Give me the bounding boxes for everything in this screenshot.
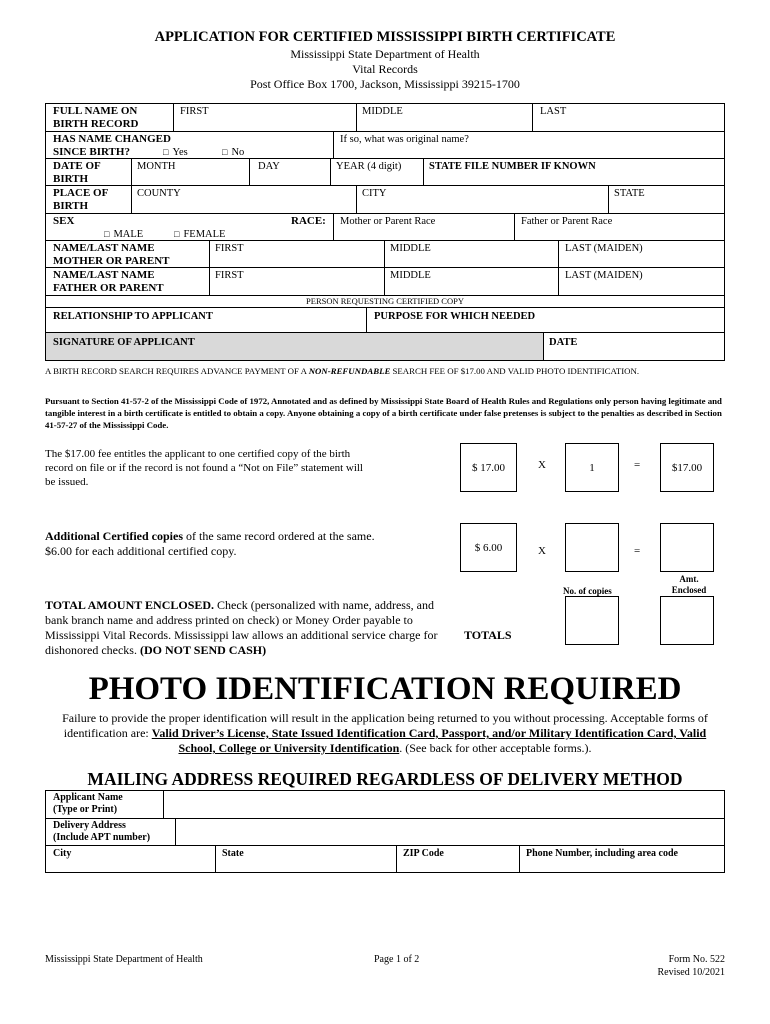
legal-notice: Pursuant to Section 41-57-2 of the Mississippi Code of 1972, Annotated and as defined by Mississippi State Board of Health Rules and Regulations only person having legitimate and tangible interest in a birth certificate is entitled to obtain a copy. Anyone obtaining a copy of a birth certificate under false pretenses is subject to the penalties as described in Section 41-57-27 of the Mississippi Code.	[45, 396, 722, 430]
fee-notice: A BIRTH RECORD SEARCH REQUIRES ADVANCE PAYMENT OF A NON-REFUNDABLE SEARCH FEE OF $17.00 AND VALID PHOTO IDENTIFICATION.	[45, 366, 640, 376]
birth-state-field[interactable]: STATE	[614, 188, 645, 199]
amt-enclosed-label: Amt. Enclosed	[671, 574, 707, 595]
additional-copies-amount-input[interactable]	[660, 523, 714, 572]
photo-id-heading: PHOTO IDENTIFICATION REQUIRED	[88, 671, 682, 707]
division-name: Vital Records	[352, 62, 418, 76]
mailing-address: Post Office Box 1700, Jackson, Mississippi 39215-1700	[250, 77, 520, 91]
state-file-number-field[interactable]: STATE FILE NUMBER IF KNOWN	[429, 161, 596, 172]
total-amount-input[interactable]	[660, 596, 714, 645]
multiply-sign: X	[538, 459, 546, 471]
additional-copies-quantity-input[interactable]	[565, 523, 619, 572]
delivery-address-input[interactable]	[177, 819, 723, 844]
father-name-label: NAME/LAST NAME FATHER OR PARENT	[53, 269, 164, 294]
footer-page-number: Page 1 of 2	[374, 954, 420, 965]
signature-field[interactable]: SIGNATURE OF APPLICANT	[53, 337, 195, 348]
mailing-zip-field[interactable]: ZIP Code	[403, 848, 444, 859]
date-field[interactable]: DATE	[549, 337, 578, 348]
mother-middle-name-field[interactable]: MIDDLE	[390, 243, 431, 254]
requester-heading: PERSON REQUESTING CERTIFIED COPY	[306, 296, 464, 306]
mother-last-name-field[interactable]: LAST (MAIDEN)	[565, 243, 643, 254]
birth-county-field[interactable]: COUNTY	[137, 188, 181, 199]
father-race-field[interactable]: Father or Parent Race	[521, 216, 613, 227]
first-copy-total: $17.00	[660, 443, 714, 492]
no-of-copies-label: No. of copies	[563, 586, 612, 596]
birth-month-field[interactable]: MONTH	[137, 161, 176, 172]
form-title: APPLICATION FOR CERTIFIED MISSISSIPPI BIRTH CERTIFICATE	[154, 29, 616, 45]
race-label: RACE:	[291, 215, 326, 227]
equals-sign: =	[634, 459, 641, 471]
multiply-sign-2: X	[538, 545, 546, 557]
applicant-name-input[interactable]	[165, 791, 723, 817]
mailing-heading: MAILING ADDRESS REQUIRED REGARDLESS OF DELIVERY METHOD	[87, 769, 683, 789]
footer-agency: Mississippi State Department of Health	[45, 954, 203, 965]
delivery-address-label: Delivery Address (Include APT number)	[53, 820, 151, 843]
mother-race-field[interactable]: Mother or Parent Race	[340, 216, 436, 227]
additional-copies-text: Additional Certified copies of the same record ordered at the same. $6.00 for each additional certified copy.	[45, 529, 375, 558]
original-name-field[interactable]: If so, what was original name?	[340, 134, 469, 145]
birth-year-field[interactable]: YEAR (4 digit)	[336, 161, 402, 172]
applicant-name-label: Applicant Name (Type or Print)	[53, 792, 123, 815]
total-copies-input[interactable]	[565, 596, 619, 645]
footer-revised-date: Revised 10/2021	[657, 967, 725, 978]
footer-form-number: Form No. 522	[668, 954, 725, 965]
photo-id-text: Failure to provide the proper identification will result in the application being returned to you without processing. Acceptable forms of identification are: Valid Driver’s License, State Issued Identification Card, Passport, and/or Military Identification Card, Valid School, College or University Identification. (See back for other acceptable forms.).	[62, 711, 708, 755]
child-last-name-field[interactable]: LAST	[540, 106, 567, 117]
purpose-field[interactable]: PURPOSE FOR WHICH NEEDED	[374, 311, 536, 322]
full-name-label: FULL NAME ON BIRTH RECORD	[53, 105, 139, 130]
sex-label: SEX	[53, 215, 75, 227]
mailing-state-field[interactable]: State	[222, 848, 244, 859]
mother-first-name-field[interactable]: FIRST	[215, 243, 244, 254]
name-changed-yes-checkbox[interactable]: □ Yes	[163, 146, 188, 159]
mailing-phone-field[interactable]: Phone Number, including area code	[526, 848, 678, 859]
name-changed-label: HAS NAME CHANGED SINCE BIRTH?	[53, 133, 171, 158]
child-middle-name-field[interactable]: MIDDLE	[362, 106, 403, 117]
father-last-name-field[interactable]: LAST (MAIDEN)	[565, 270, 643, 281]
first-copy-quantity: 1	[565, 443, 619, 492]
birth-city-field[interactable]: CITY	[362, 188, 387, 199]
equals-sign-2: =	[634, 545, 641, 557]
total-amount-text: TOTAL AMOUNT ENCLOSED. Check (personalized with name, address, and bank branch name and address printed on check) or Money Order payable to Mississippi Vital Records. Mississippi law allows an additional service charge for dishonored checks. (DO NOT SEND CASH)	[45, 598, 438, 657]
father-middle-name-field[interactable]: MIDDLE	[390, 270, 431, 281]
relationship-field[interactable]: RELATIONSHIP TO APPLICANT	[53, 311, 213, 322]
sex-female-checkbox[interactable]: □ FEMALE	[174, 228, 225, 241]
place-of-birth-label: PLACE OF BIRTH	[53, 187, 109, 212]
mailing-city-field[interactable]: City	[53, 848, 72, 859]
first-copy-fee: $ 17.00	[460, 443, 517, 492]
first-copy-text: The $17.00 fee entitles the applicant to one certified copy of the birth record on file or if the record is not found a “Not on File” statement will be issued.	[45, 448, 363, 488]
totals-label: TOTALS	[464, 628, 512, 642]
name-changed-no-checkbox[interactable]: □ No	[222, 146, 244, 159]
agency-name: Mississippi State Department of Health	[290, 47, 480, 61]
birth-day-field[interactable]: DAY	[258, 161, 280, 172]
date-of-birth-label: DATE OF BIRTH	[53, 160, 101, 185]
additional-copy-fee: $ 6.00	[460, 523, 517, 572]
sex-male-checkbox[interactable]: □ MALE	[104, 228, 143, 241]
child-first-name-field[interactable]: FIRST	[180, 106, 209, 117]
father-first-name-field[interactable]: FIRST	[215, 270, 244, 281]
mother-name-label: NAME/LAST NAME MOTHER OR PARENT	[53, 242, 170, 267]
